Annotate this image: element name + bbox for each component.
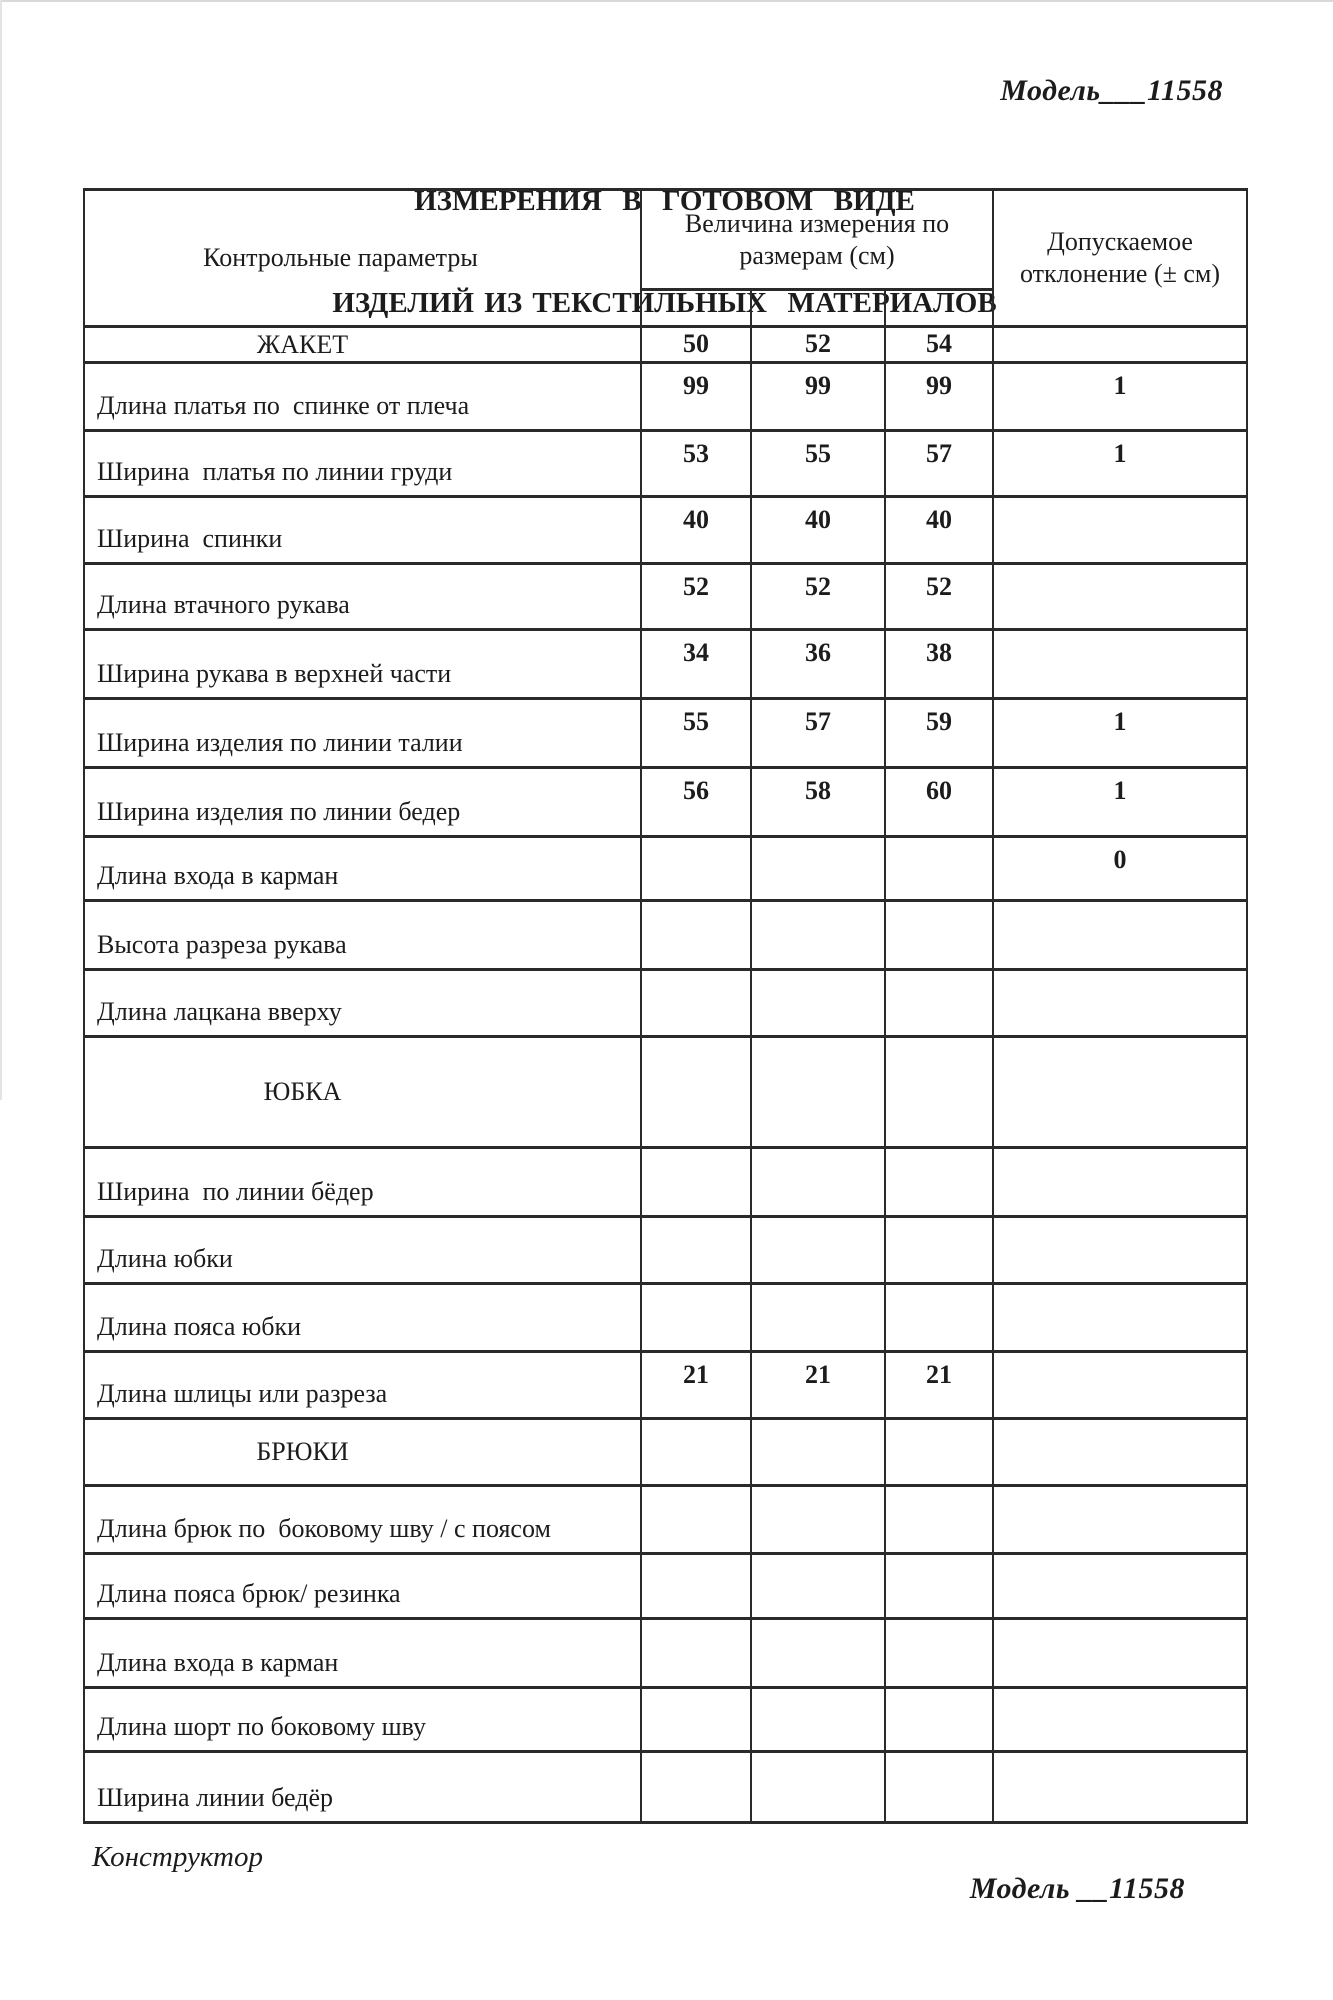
size-value-cell: 52 bbox=[751, 564, 885, 630]
size-value-cell: 55 bbox=[751, 431, 885, 497]
param-label-cell: Длина лацкана вверху bbox=[84, 970, 641, 1037]
size-value-cell bbox=[641, 901, 751, 970]
scan-edge-top bbox=[0, 0, 1333, 2]
scan-edge-left bbox=[0, 0, 2, 1100]
column-header-parameters: Контрольные параметры bbox=[84, 190, 641, 327]
tolerance-cell bbox=[993, 497, 1247, 564]
section-label-cell: ЖАКЕТ bbox=[84, 327, 641, 363]
table-row bbox=[84, 1217, 1247, 1284]
size-value-cell: 57 bbox=[885, 431, 993, 497]
size-value-cell: 40 bbox=[751, 497, 885, 564]
tolerance-cell: 0 bbox=[993, 837, 1247, 901]
size-value-cell bbox=[641, 1554, 751, 1619]
size-value-cell bbox=[751, 1419, 885, 1486]
table-row bbox=[84, 768, 1247, 837]
tolerance-cell bbox=[993, 1554, 1247, 1619]
size-value-cell bbox=[885, 1486, 993, 1554]
tolerance-cell: 1 bbox=[993, 363, 1247, 431]
param-label-cell: Ширина по линии бёдер bbox=[84, 1148, 641, 1217]
tolerance-cell bbox=[993, 1688, 1247, 1752]
param-label-cell: Длина шлицы или разреза bbox=[84, 1352, 641, 1419]
size-value-cell bbox=[751, 1486, 885, 1554]
tolerance-cell: 1 bbox=[993, 431, 1247, 497]
tolerance-cell bbox=[993, 1619, 1247, 1688]
size-value-cell: 40 bbox=[641, 497, 751, 564]
table-row bbox=[84, 1688, 1247, 1752]
size-value-cell: 53 bbox=[641, 431, 751, 497]
size-value-cell: 55 bbox=[641, 699, 751, 768]
param-label-cell: Длина брюк по боковому шву / с поясом bbox=[84, 1486, 641, 1554]
table-row bbox=[84, 1148, 1247, 1217]
size-value-cell bbox=[641, 1217, 751, 1284]
size-value-cell bbox=[641, 970, 751, 1037]
table-header-row bbox=[84, 190, 1247, 290]
size-value-cell bbox=[885, 1148, 993, 1217]
size-value-cell: 50 bbox=[641, 327, 751, 363]
size-value-cell: 38 bbox=[885, 630, 993, 699]
size-value-cell: 36 bbox=[751, 630, 885, 699]
tolerance-cell bbox=[993, 1352, 1247, 1419]
model-number-top: Модель___11558 bbox=[1000, 74, 1223, 107]
size-value-cell: 52 bbox=[751, 327, 885, 363]
tolerance-cell bbox=[993, 1486, 1247, 1554]
column-header-tolerance: Допускаемое отклонение (± см) bbox=[993, 190, 1247, 327]
size-value-cell bbox=[885, 1419, 993, 1486]
size-subheader-cell bbox=[641, 290, 751, 327]
size-value-cell bbox=[641, 1037, 751, 1148]
param-label-cell: Длина юбки bbox=[84, 1217, 641, 1284]
tolerance-cell bbox=[993, 1037, 1247, 1148]
size-value-cell bbox=[641, 837, 751, 901]
size-value-cell bbox=[751, 837, 885, 901]
size-value-cell: 21 bbox=[641, 1352, 751, 1419]
size-value-cell bbox=[751, 1284, 885, 1352]
size-value-cell: 99 bbox=[885, 363, 993, 431]
tolerance-cell bbox=[993, 564, 1247, 630]
tolerance-cell: 1 bbox=[993, 699, 1247, 768]
section-label-cell: БРЮКИ bbox=[84, 1419, 641, 1486]
section-row bbox=[84, 1419, 1247, 1486]
size-value-cell bbox=[751, 970, 885, 1037]
param-label-cell: Длина пояса брюк/ резинка bbox=[84, 1554, 641, 1619]
size-value-cell bbox=[751, 1554, 885, 1619]
size-value-cell: 52 bbox=[641, 564, 751, 630]
size-value-cell bbox=[885, 1688, 993, 1752]
size-value-cell bbox=[641, 1752, 751, 1823]
param-label-cell: Высота разреза рукава bbox=[84, 901, 641, 970]
size-value-cell bbox=[751, 1619, 885, 1688]
size-value-cell: 21 bbox=[885, 1352, 993, 1419]
param-label-cell: Длина платья по спинке от плеча bbox=[84, 363, 641, 431]
title-line-2: ИЗДЕЛИЙ ИЗ ТЕКСТИЛЬНЫХ МАТЕРИАЛОВ bbox=[332, 287, 997, 319]
table-row bbox=[84, 564, 1247, 630]
tolerance-cell bbox=[993, 327, 1247, 363]
size-value-cell: 21 bbox=[751, 1352, 885, 1419]
size-value-cell: 54 bbox=[885, 327, 993, 363]
table-row bbox=[84, 1619, 1247, 1688]
tolerance-cell bbox=[993, 630, 1247, 699]
size-value-cell: 99 bbox=[641, 363, 751, 431]
size-value-cell: 40 bbox=[885, 497, 993, 564]
size-value-cell bbox=[885, 970, 993, 1037]
size-value-cell bbox=[885, 1284, 993, 1352]
tolerance-cell bbox=[993, 970, 1247, 1037]
size-subheader-cell bbox=[885, 290, 993, 327]
param-label-cell: Ширина платья по линии груди bbox=[84, 431, 641, 497]
section-label-cell: ЮБКА bbox=[84, 1037, 641, 1148]
tolerance-cell bbox=[993, 1419, 1247, 1486]
size-value-cell bbox=[641, 1148, 751, 1217]
section-row bbox=[84, 1037, 1247, 1148]
size-value-cell bbox=[885, 837, 993, 901]
table-row bbox=[84, 630, 1247, 699]
size-value-cell: 56 bbox=[641, 768, 751, 837]
param-label-cell: Длина втачного рукава bbox=[84, 564, 641, 630]
tolerance-cell bbox=[993, 1752, 1247, 1823]
size-value-cell: 57 bbox=[751, 699, 885, 768]
table-row bbox=[84, 837, 1247, 901]
size-value-cell bbox=[751, 1037, 885, 1148]
size-value-cell: 60 bbox=[885, 768, 993, 837]
table-row bbox=[84, 1554, 1247, 1619]
size-value-cell bbox=[885, 1554, 993, 1619]
size-value-cell: 34 bbox=[641, 630, 751, 699]
size-value-cell bbox=[751, 1752, 885, 1823]
section-row bbox=[84, 327, 1247, 363]
size-value-cell: 52 bbox=[885, 564, 993, 630]
measurements-table bbox=[83, 188, 1248, 1824]
param-label-cell: Ширина спинки bbox=[84, 497, 641, 564]
size-value-cell: 59 bbox=[885, 699, 993, 768]
tolerance-cell bbox=[993, 1148, 1247, 1217]
table-row bbox=[84, 497, 1247, 564]
param-label-cell: Ширина изделия по линии талии bbox=[84, 699, 641, 768]
size-subheader-cell bbox=[751, 290, 885, 327]
table-row bbox=[84, 970, 1247, 1037]
table-row bbox=[84, 363, 1247, 431]
tolerance-cell: 1 bbox=[993, 768, 1247, 837]
param-label-cell: Длина шорт по боковому шву bbox=[84, 1688, 641, 1752]
size-value-cell: 58 bbox=[751, 768, 885, 837]
size-value-cell bbox=[641, 1688, 751, 1752]
param-label-cell: Ширина рукава в верхней части bbox=[84, 630, 641, 699]
tolerance-cell bbox=[993, 901, 1247, 970]
column-header-sizes: Величина измерения по размерам (см) bbox=[641, 190, 993, 290]
table-row bbox=[84, 1352, 1247, 1419]
param-label-cell: Длина пояса юбки bbox=[84, 1284, 641, 1352]
table-row bbox=[84, 1486, 1247, 1554]
table-row bbox=[84, 1284, 1247, 1352]
param-label-cell: Длина входа в карман bbox=[84, 1619, 641, 1688]
size-value-cell bbox=[641, 1284, 751, 1352]
size-value-cell bbox=[751, 1148, 885, 1217]
size-value-cell bbox=[641, 1419, 751, 1486]
table-row bbox=[84, 431, 1247, 497]
designer-label: Конструктор bbox=[92, 1841, 263, 1873]
size-value-cell bbox=[641, 1619, 751, 1688]
tolerance-cell bbox=[993, 1217, 1247, 1284]
table-row bbox=[84, 1752, 1247, 1823]
size-value-cell bbox=[751, 1688, 885, 1752]
size-value-cell bbox=[885, 1752, 993, 1823]
size-value-cell bbox=[885, 1217, 993, 1284]
size-value-cell bbox=[751, 1217, 885, 1284]
size-value-cell bbox=[641, 1486, 751, 1554]
table-row bbox=[84, 901, 1247, 970]
param-label-cell: Ширина изделия по линии бедер bbox=[84, 768, 641, 837]
param-label-cell: Ширина линии бедёр bbox=[84, 1752, 641, 1823]
model-number-bottom: Модель __11558 bbox=[969, 1872, 1185, 1905]
param-label-cell: Длина входа в карман bbox=[84, 837, 641, 901]
size-value-cell: 99 bbox=[751, 363, 885, 431]
size-value-cell bbox=[885, 1037, 993, 1148]
table-row bbox=[84, 699, 1247, 768]
size-value-cell bbox=[885, 901, 993, 970]
size-value-cell bbox=[885, 1619, 993, 1688]
size-value-cell bbox=[751, 901, 885, 970]
tolerance-cell bbox=[993, 1284, 1247, 1352]
title-line-1: ИЗМЕРЕНИЯ В ГОТОВОМ ВИДЕ bbox=[414, 185, 915, 217]
